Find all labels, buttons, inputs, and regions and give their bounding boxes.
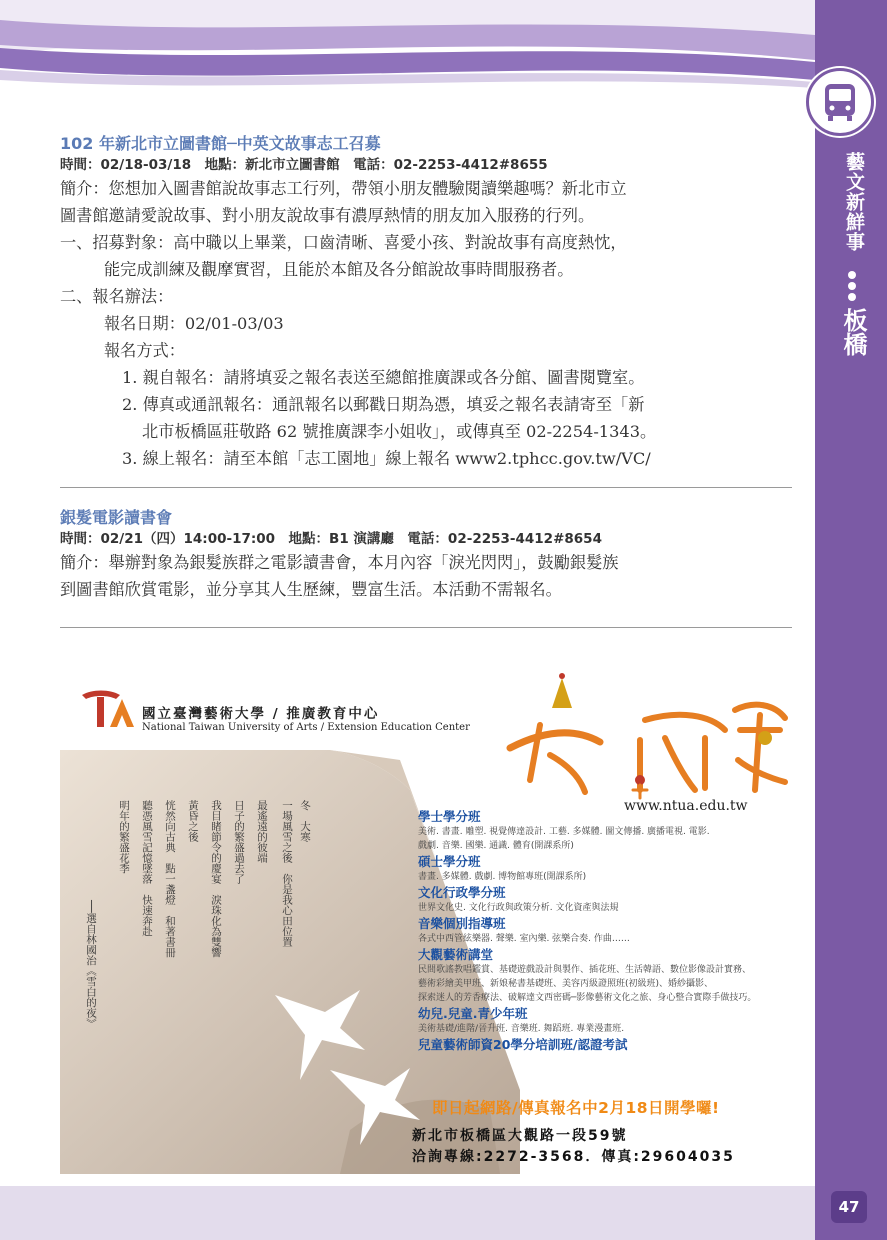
- body-line: 3. 線上報名：請至本館「志工園地」線上報名 www2.tphcc.gov.tw/VC/: [122, 449, 651, 468]
- body-line: 報名方式：: [104, 341, 185, 360]
- program-name: 大觀藝術講堂: [418, 947, 494, 962]
- bus-icon: [806, 68, 874, 136]
- article-body: [60, 549, 795, 603]
- section-title: 藝文新鮮事: [843, 152, 865, 252]
- page-number: 47: [831, 1191, 867, 1223]
- section-dots: [841, 268, 863, 304]
- section-divider: [60, 627, 792, 628]
- ad-phone: 洽詢專線:2272-3568．傳真:29604035: [412, 1149, 735, 1165]
- article-meta: 時間：02/18-03/18 地點：新北市立圖書館 電話：02-2253-4412#8655: [60, 157, 548, 173]
- poem-line: 聽憑風雪記憶墜落 快速奔赴: [141, 800, 153, 937]
- body-line: 簡介：舉辦對象為銀髮族群之電影讀書會，本月內容「淚光閃閃」，鼓勵銀髮族: [60, 553, 619, 572]
- university-name: 國立臺灣藝術大學 / 推廣教育中心: [142, 706, 380, 722]
- program-desc: 探索迷人的芳香療法、破解達文西密碼─影像藝術文化之旅、身心整合實際手做技巧。: [418, 993, 757, 1003]
- website-url: www.ntua.edu.tw: [624, 798, 748, 814]
- poem-line: 最遙遠的彼端: [256, 800, 268, 863]
- body-line: 圖書館邀請愛說故事、對小朋友說故事有濃厚熱情的朋友加入服務的行列。: [60, 206, 595, 225]
- body-line: 簡介：您想加入圖書館說故事志工行列，帶領小朋友體驗閱讀樂趣嗎？新北市立: [60, 179, 627, 198]
- program-name: 兒童藝術師資20學分培訓班/認證考試: [418, 1037, 628, 1052]
- campaign-artwork: [490, 670, 790, 800]
- poem-line: 日子的繁盛過去了: [233, 800, 245, 884]
- ad-address: 新北市板橋區大觀路一段59號: [412, 1128, 628, 1144]
- article-title: 102 年新北市立圖書館─中英文故事志工召募: [60, 134, 381, 153]
- enrollment-callout: 即日起網路/傳真報名中2月18日開學囉!: [432, 1099, 720, 1117]
- body-line: 一、招募對象：高中職以上畢業，口齒清晰、喜愛小孩、對說故事有高度熱忱，: [60, 233, 627, 252]
- poem-line: 明年的繁盛花季: [118, 800, 130, 874]
- footer-band: [0, 1186, 815, 1240]
- poem-line: 我目睹節令的慶宴 淚珠化為雙響: [210, 800, 222, 958]
- article-title: 銀髮電影讀書會: [60, 508, 173, 527]
- program-name: 碩士學分班: [418, 854, 481, 869]
- program-desc: 戲劇. 音樂. 國樂. 通識. 體育(開課系所): [418, 841, 574, 851]
- poem-title: 冬 大寒: [299, 800, 311, 842]
- program-name: 幼兒.兒童.青少年班: [418, 1006, 528, 1021]
- section-divider: [60, 487, 792, 488]
- program-list: [418, 808, 795, 1053]
- poem-line: 黃昏之後: [187, 800, 199, 842]
- university-name-en: National Taiwan University of Arts / Extension Education Center: [142, 722, 470, 733]
- article-senior-film-club: [60, 507, 795, 603]
- program-name: 學士學分班: [418, 809, 481, 824]
- program-desc: 書畫. 多媒體. 戲劇. 博物館專班(開課系所): [418, 872, 587, 882]
- body-line: 2. 傳真或通訊報名：通訊報名以郵戳日期為憑，填妥之報名表請寄至「新: [122, 395, 645, 414]
- header-waves: [0, 0, 815, 100]
- program-name: 音樂個別指導班: [418, 916, 506, 931]
- ntua-logo-icon: [80, 687, 140, 735]
- body-line: 1. 親自報名：請將填妥之報名表送至總館推廣課或各分館、圖書閱覽室。: [122, 368, 645, 387]
- body-line: 二、報名辦法：: [60, 287, 174, 306]
- program-desc: 世界文化史. 文化行政與政策分析. 文化資產與法規: [418, 903, 619, 913]
- program-desc: 美術. 書畫. 雕塑. 視覺傳達設計. 工藝. 多媒體. 圖文傳播. 廣播電視. 電影.: [418, 827, 710, 837]
- program-desc: 各式中西管絃樂器. 聲樂. 室內樂. 弦樂合奏. 作曲……: [418, 934, 630, 944]
- poem-credit: ──選自林國治《雪白的夜》: [85, 900, 97, 1029]
- article-volunteer-recruitment: [60, 133, 795, 472]
- program-desc: 藝術彩繪美甲班、新娘秘書基礎班、美容丙級證照班(初級班)、婚紗攝影、: [418, 979, 714, 989]
- article-meta: 時間：02/21（四）14:00-17:00 地點：B1 演講廳 電話：02-2253-4412#8654: [60, 531, 602, 547]
- section-area: 板橋: [839, 308, 867, 356]
- body-line: 能完成訓練及觀摩實習，且能於本館及各分館說故事時間服務者。: [104, 260, 574, 279]
- article-body: [60, 175, 795, 472]
- body-line: 報名日期：02/01-03/03: [104, 314, 284, 333]
- program-name: 文化行政學分班: [418, 885, 506, 900]
- body-line: 北市板橋區莊敬路 62 號推廣課李小姐收」，或傳真至 02-2254-1343。: [142, 422, 657, 441]
- program-desc: 美術基礎/進階/晉升班. 音樂班. 舞蹈班. 專業漫畫班.: [418, 1024, 625, 1034]
- poem-line: 恍然向古典 點一盞燈 和著書冊: [164, 800, 176, 958]
- ntua-advertisement: [60, 650, 795, 1174]
- body-line: 到圖書館欣賞電影，並分享其人生歷練，豐富生活。本活動不需報名。: [60, 580, 562, 599]
- poem-line: 一場風雪之後 你是我心田位置: [281, 800, 293, 947]
- program-desc: 民間歌謠教唱鑑賞、基礎遊戲設計與製作、插花班、生活韓語、數位影像設計實務、: [418, 965, 752, 975]
